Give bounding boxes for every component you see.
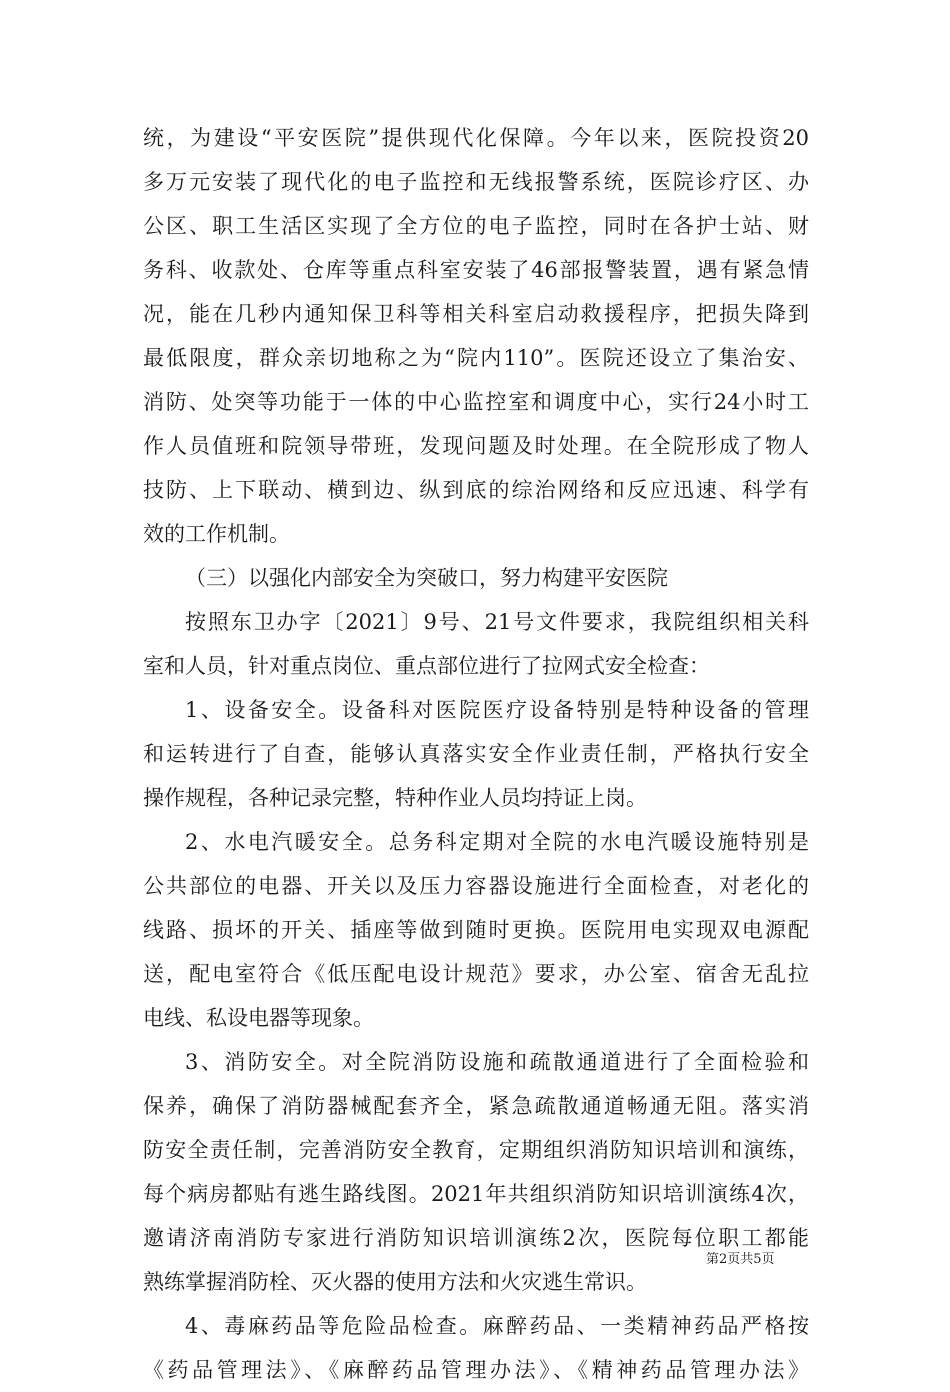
text-line: 邀请济南消防专家进行消防知识培训演练2次，医院每位职工都能 — [143, 1226, 809, 1250]
text-line: 电线、私设电器等现象。 — [143, 1006, 374, 1030]
text-line: 保养，确保了消防器械配套齐全，紧急疏散通道畅通无阻。落实消 — [143, 1094, 809, 1118]
text-line: 送，配电室符合《低压配电设计规范》要求，办公室、宿舍无乱拉 — [143, 962, 809, 986]
text-line: 最低限度，群众亲切地称之为“院内110”。医院还设立了集治安、 — [143, 346, 809, 370]
text-line: 按照东卫办字〔2021〕9号、21号文件要求，我院组织相关科 — [185, 610, 809, 634]
text-line: 作人员值班和院领导带班，发现问题及时处理。在全院形成了物人 — [143, 434, 809, 458]
text-line: 效的工作机制。 — [143, 522, 290, 546]
text-line: 4、毒麻药品等危险品检查。麻醉药品、一类精神药品严格按 — [185, 1314, 809, 1338]
text-line: 公区、职工生活区实现了全方位的电子监控，同时在各护士站、财 — [143, 214, 809, 238]
text-line: 公共部位的电器、开关以及压力容器设施进行全面检查，对老化的 — [143, 874, 809, 898]
text-line: 消防、处突等功能于一体的中心监控室和调度中心，实行24小时工 — [143, 390, 809, 414]
text-line: 线路、损坏的开关、插座等做到随时更换。医院用电实现双电源配 — [143, 918, 809, 942]
text-line: 技防、上下联动、横到边、纵到底的综治网络和反应迅速、科学有 — [143, 478, 809, 502]
page-number: 第2页共5页 — [706, 1252, 775, 1267]
text-line: 1、设备安全。设备科对医院医疗设备特别是特种设备的管理 — [185, 698, 809, 722]
text-line: 况，能在几秒内通知保卫科等相关科室启动救援程序，把损失降到 — [143, 302, 809, 326]
text-line: 操作规程，各种记录完整，特种作业人员均持证上岗。 — [143, 786, 647, 810]
text-line: 3、消防安全。对全院消防设施和疏散通道进行了全面检验和 — [185, 1050, 809, 1074]
text-line: 熟练掌握消防栓、灭火器的使用方法和火灾逃生常识。 — [143, 1270, 647, 1294]
text-line: 务科、收款处、仓库等重点科室安装了46部报警装置，遇有紧急情 — [143, 258, 809, 282]
text-line: 2、水电汽暖安全。总务科定期对全院的水电汽暖设施特别是 — [185, 830, 809, 854]
text-line: 室和人员，针对重点岗位、重点部位进行了拉网式安全检查： — [143, 654, 710, 678]
text-line: 和运转进行了自查，能够认真落实安全作业责任制，严格执行安全 — [143, 742, 809, 766]
text-line: 每个病房都贴有逃生路线图。2021年共组织消防知识培训演练4次， — [143, 1182, 809, 1206]
text-line: 《药品管理法》、《麻醉药品管理办法》、《精神药品管理办法》 — [143, 1358, 809, 1382]
document-body — [143, 116, 809, 1392]
text-line: 多万元安装了现代化的电子监控和无线报警系统，医院诊疗区、办 — [143, 170, 809, 194]
text-line: 防安全责任制，完善消防安全教育，定期组织消防知识培训和演练， — [143, 1138, 809, 1162]
text-line: （三）以强化内部安全为突破口，努力构建平安医院 — [185, 566, 668, 590]
text-line: 统，为建设“平安医院”提供现代化保障。今年以来，医院投资20 — [143, 126, 809, 150]
